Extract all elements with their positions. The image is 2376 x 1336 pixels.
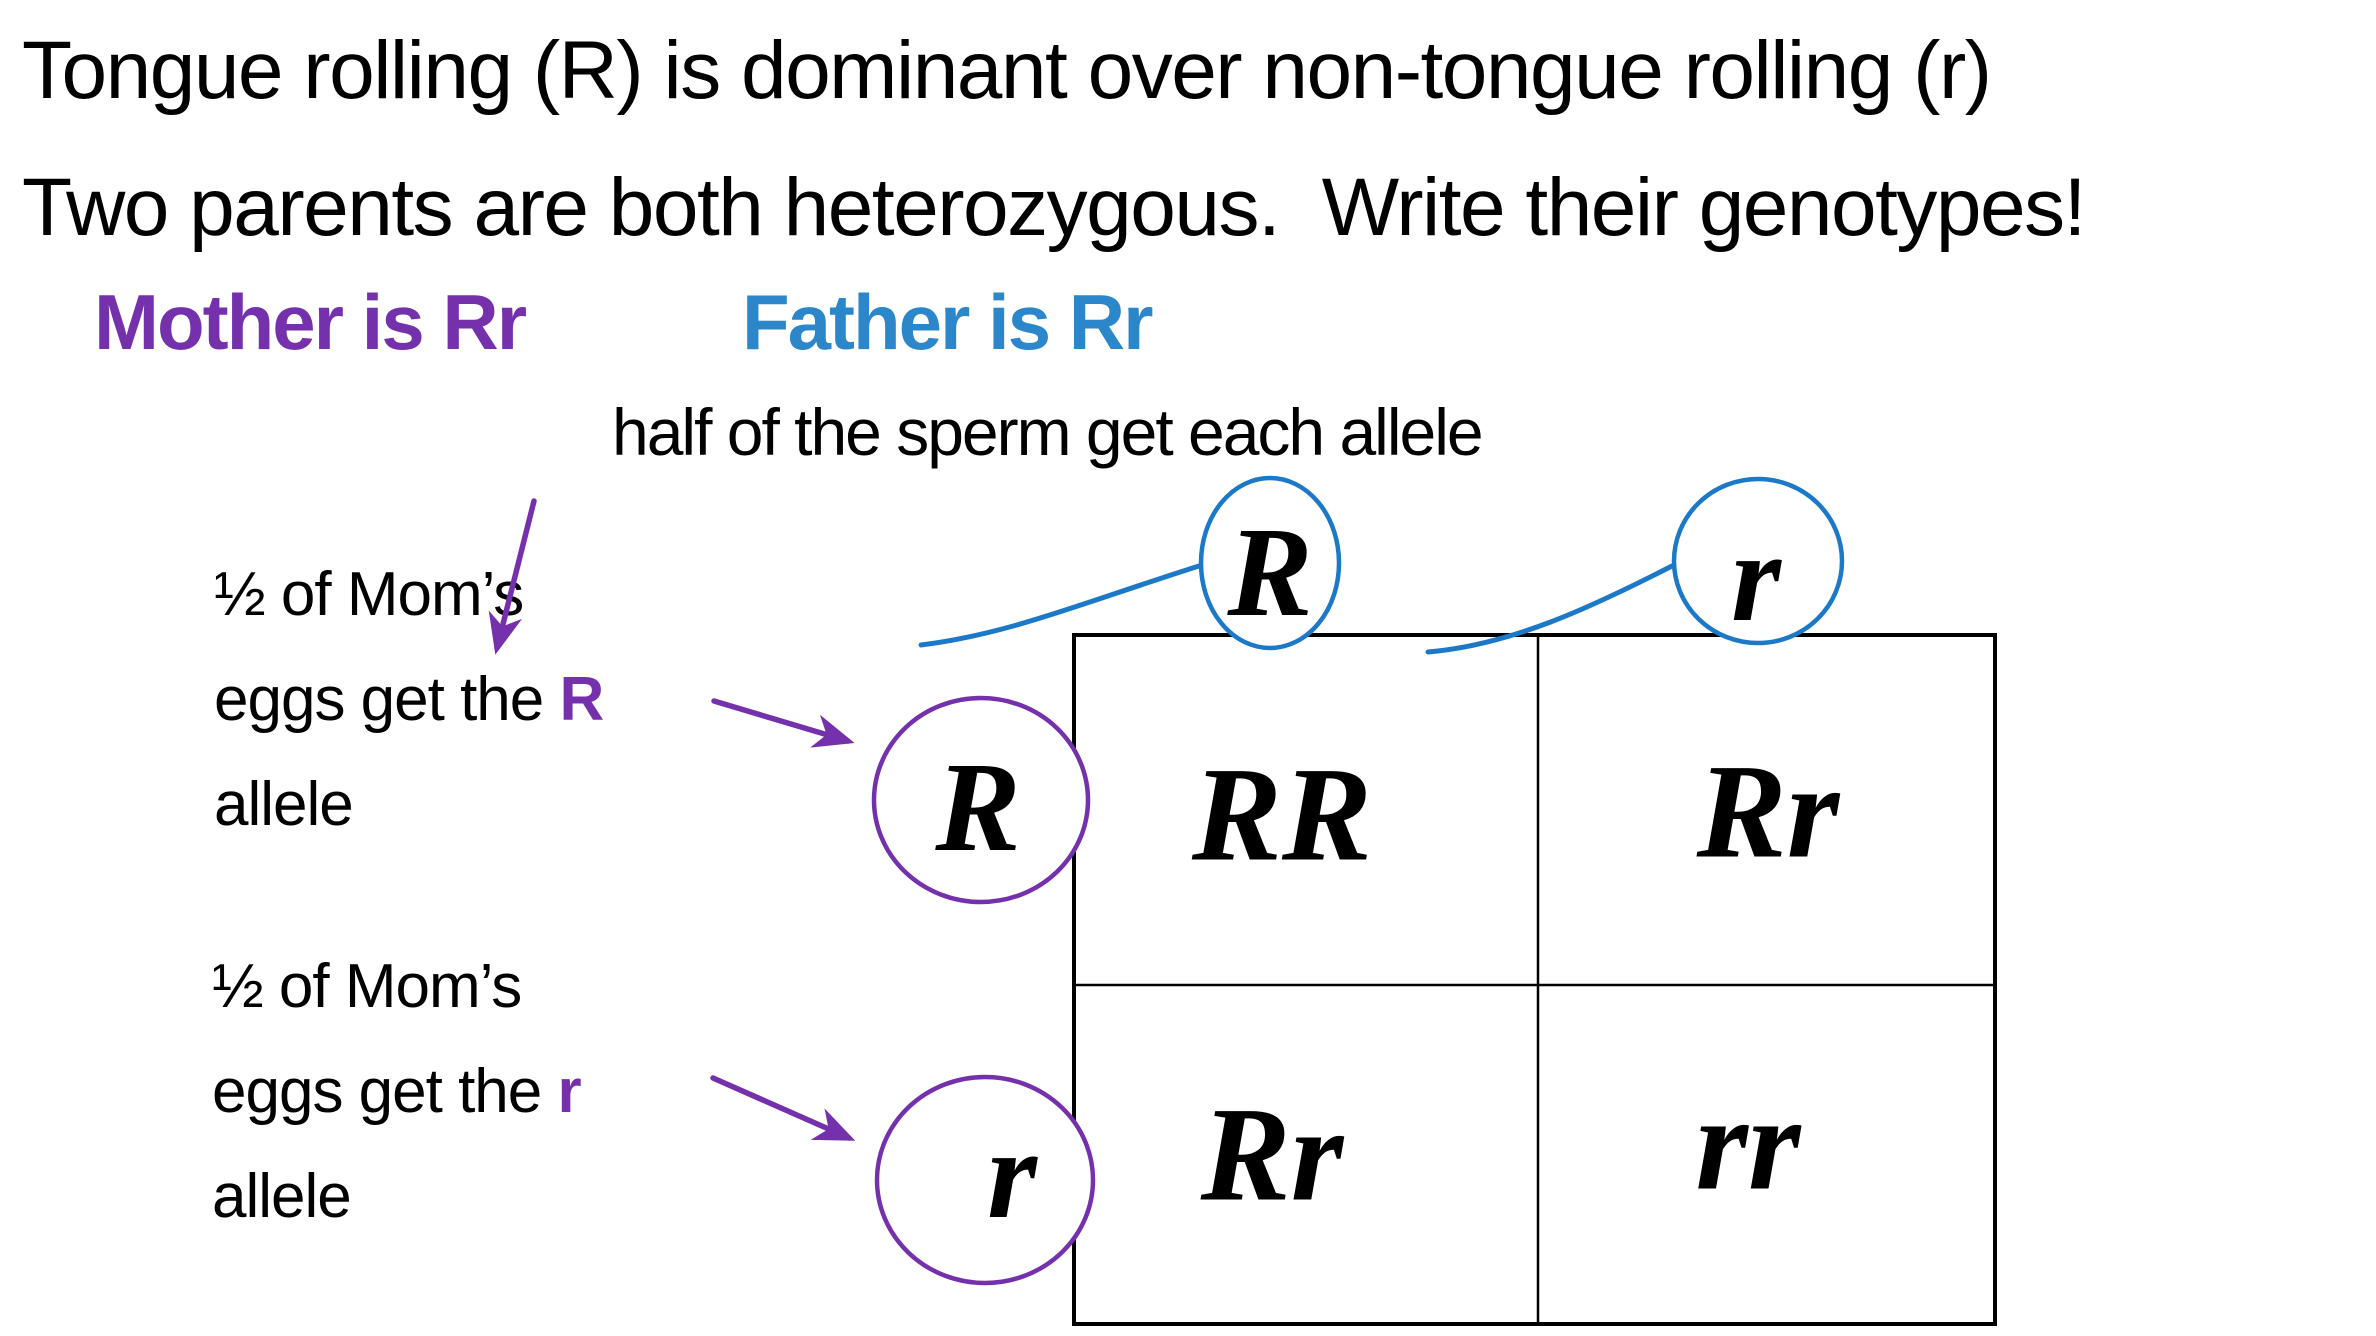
- arrow-to-egg-note: [497, 501, 534, 648]
- egg-note-R-line2-text: eggs get the: [214, 665, 560, 734]
- egg-note-r-line2-text: eggs get the: [212, 1057, 558, 1126]
- egg-note-r-line3: allele: [212, 1162, 351, 1231]
- squiggle-line-to-r: [1428, 566, 1672, 652]
- mother-genotype-text: Mother is Rr: [94, 278, 526, 366]
- punnett-row-header-R: R: [935, 736, 1021, 878]
- punnett-cell-Rr-top: Rr: [1696, 737, 1840, 887]
- punnett-cell-RR: RR: [1191, 740, 1373, 890]
- heading-line1: Tongue rolling (R) is dominant over non-tongue rolling (r): [22, 25, 1991, 116]
- egg-note-R-line3: allele: [214, 770, 353, 839]
- egg-note-R-line1: ½ of Mom’s: [214, 560, 524, 629]
- egg-note-R-allele: R: [559, 665, 605, 734]
- punnett-col-header-R: R: [1227, 501, 1313, 643]
- egg-note-r-allele: r: [557, 1057, 582, 1126]
- mother-allele-r-circle: [877, 1077, 1093, 1283]
- heading-line2: Two parents are both heterozygous. Write their genotypes!: [22, 162, 2085, 253]
- punnett-row-header-r: r: [987, 1103, 1037, 1245]
- punnett-cell-Rr-bottom: Rr: [1200, 1080, 1344, 1230]
- egg-note-r-line1: ½ of Mom’s: [212, 952, 522, 1021]
- punnett-col-header-r: r: [1731, 506, 1781, 648]
- arrow-to-mother-R-circle: [714, 701, 848, 741]
- arrow-to-mother-r-circle: [713, 1078, 849, 1138]
- sperm-allele-note: half of the sperm get each allele: [612, 395, 1482, 469]
- punnett-cell-rr: rr: [1695, 1069, 1801, 1219]
- father-genotype-text: Father is Rr: [742, 278, 1152, 366]
